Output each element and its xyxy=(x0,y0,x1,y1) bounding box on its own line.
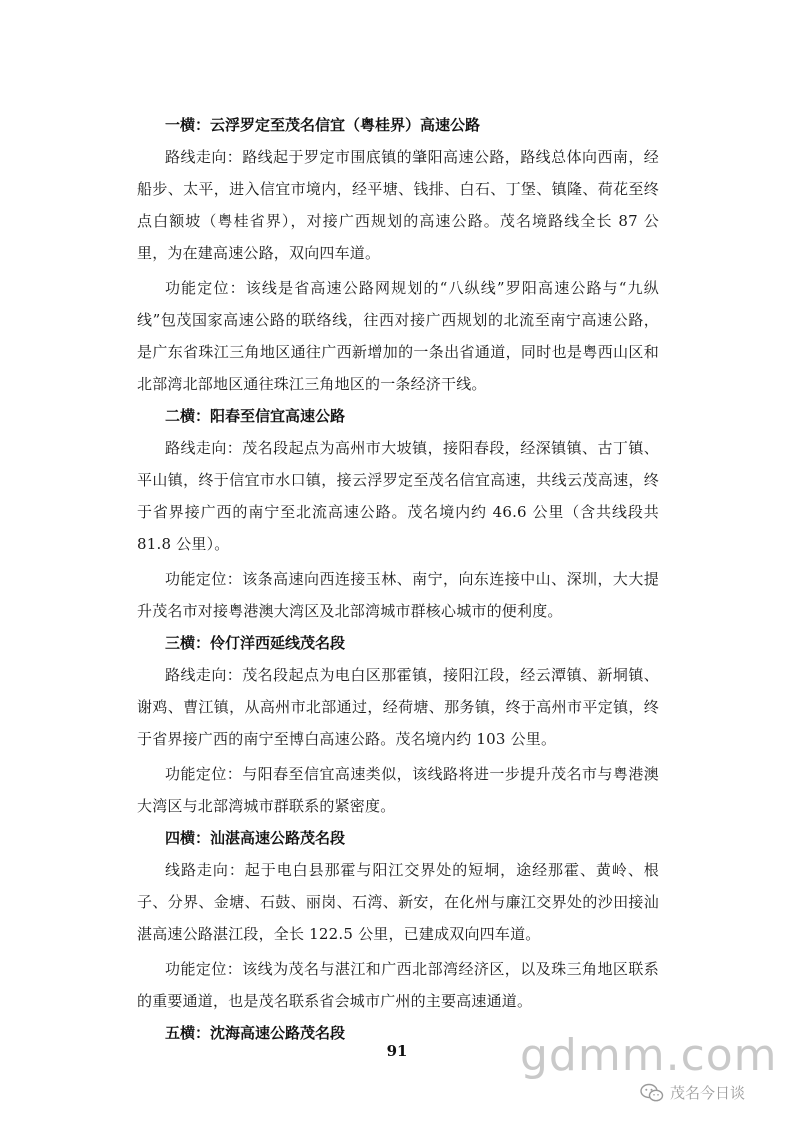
paragraph: 路线走向：路线起于罗定市围底镇的肇阳高速公路，路线总体向西南，经船步、太平，进入信宜市境内，经平塘、钱排、白石、丁堡、镇隆、荷花至终点白额坡（粤桂省界），对接广西规划的高速公路。茂名境路线全长 87 公里，为在建高速公路，双向四车道。 xyxy=(137,148,659,262)
paragraph: 线路走向：起于电白县那霍与阳江交界处的短垌，途经那霍、黄岭、根子、分界、金塘、石鼓、丽岗、石湾、新安，在化州与廉江交界处的沙田接汕湛高速公路湛江段，全长 122.5 公里，已建成双向四车道。 xyxy=(137,861,659,943)
section-3 xyxy=(137,630,659,822)
paragraph: 功能定位：该线是省高速公路网规划的“八纵线”罗阳高速公路与“九纵线”包茂国家高速公路的联络线，往西对接广西规划的北流至南宁高速公路，是广东省珠江三角地区通往广西新增加的一条出省通道，同时也是粤西山区和北部湾北部地区通往珠江三角地区的一条经济干线。 xyxy=(137,279,659,393)
watermark: gdmm.com xyxy=(520,1030,778,1081)
section-1 xyxy=(137,112,659,400)
page-content xyxy=(137,112,659,1049)
paragraph: 功能定位：该线为茂名与湛江和广西北部湾经济区，以及珠三角地区联系的重要通道，也是茂名联系省会城市广州的主要高速通道。 xyxy=(137,960,659,1010)
paragraph: 路线走向：茂名段起点为电白区那霍镇，接阳江段，经云潭镇、新垌镇、谢鸡、曹江镇，从高州市北部通过，经荷塘、那务镇，终于高州市平定镇，终于省界接广西的南宁至博白高速公路。茂名境内约 103 公里。 xyxy=(137,666,659,748)
section-2 xyxy=(137,403,659,627)
page-number: 91 xyxy=(386,1042,408,1060)
brand-label xyxy=(640,1082,745,1103)
paragraph: 功能定位：该条高速向西连接玉林、南宁，向东连接中山、深圳，大大提升茂名市对接粤港澳大湾区及北部湾城市群核心城市的便利度。 xyxy=(137,570,659,620)
paragraph: 路线走向：茂名段起点为高州市大坡镇，接阳春段，经深镇镇、古丁镇、平山镇，终于信宜市水口镇，接云浮罗定至茂名信宜高速，共线云茂高速，终于省界接广西的南宁至北流高速公路。茂名境内约 46.6 公里（含共线段共 81.8 公里）。 xyxy=(137,439,659,553)
section-heading: 三横：伶仃洋西延线茂名段 xyxy=(165,634,346,652)
wechat-icon xyxy=(640,1083,664,1103)
section-heading: 二横：阳春至信宜高速公路 xyxy=(165,407,346,425)
section-heading: 一横：云浮罗定至茂名信宜（粤桂界）高速公路 xyxy=(165,116,481,134)
section-heading: 四横：汕湛高速公路茂名段 xyxy=(165,829,346,847)
section-4 xyxy=(137,825,659,1017)
section-heading: 五横：沈海高速公路茂名段 xyxy=(165,1024,346,1042)
brand-name: 茂名今日谈 xyxy=(670,1084,746,1102)
paragraph: 功能定位：与阳春至信宜高速类似，该线路将进一步提升茂名市与粤港澳大湾区与北部湾城市群联系的紧密度。 xyxy=(137,765,659,815)
